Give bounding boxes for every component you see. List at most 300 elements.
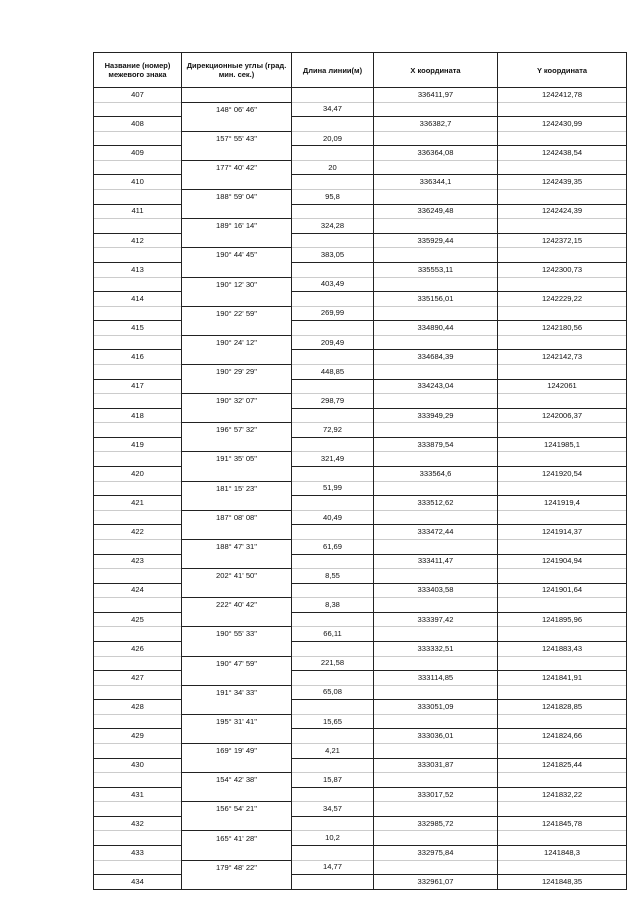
direction-angle: 222° 40' 42" xyxy=(182,598,292,613)
boundary-coordinates-document xyxy=(93,52,626,890)
direction-angle: 169° 19' 49" xyxy=(182,744,292,759)
empty-cell xyxy=(498,394,627,409)
line-length: 20,09 xyxy=(292,131,374,146)
direction-angle: 179° 48' 22" xyxy=(182,860,292,875)
empty-cell xyxy=(498,539,627,554)
line-length: 15,87 xyxy=(292,773,374,788)
x-coordinate: 333512,62 xyxy=(374,496,498,511)
empty-cell xyxy=(374,773,498,788)
point-row xyxy=(94,175,627,190)
point-name: 410 xyxy=(94,175,182,190)
segment-row xyxy=(94,510,627,525)
y-coordinate: 1241848,3 xyxy=(498,846,627,861)
empty-cell xyxy=(498,423,627,438)
segment-row xyxy=(94,744,627,759)
empty-cell xyxy=(292,641,374,656)
empty-cell xyxy=(498,714,627,729)
line-length: 321,49 xyxy=(292,452,374,467)
empty-cell xyxy=(182,175,292,190)
empty-cell xyxy=(498,160,627,175)
y-coordinate: 1242300,73 xyxy=(498,262,627,277)
line-length: 10,2 xyxy=(292,831,374,846)
empty-cell xyxy=(94,102,182,117)
point-name: 412 xyxy=(94,233,182,248)
point-row xyxy=(94,758,627,773)
point-name: 432 xyxy=(94,816,182,831)
empty-cell xyxy=(94,335,182,350)
segment-row xyxy=(94,656,627,671)
line-length: 95,8 xyxy=(292,190,374,205)
point-name: 424 xyxy=(94,583,182,598)
empty-cell xyxy=(182,875,292,890)
line-length: 324,28 xyxy=(292,219,374,234)
empty-cell xyxy=(94,306,182,321)
header-direction-angle: Дирекционные углы (град. мин. сек.) xyxy=(182,53,292,88)
empty-cell xyxy=(374,394,498,409)
empty-cell xyxy=(94,394,182,409)
header-point-name: Название (номер) межевого знака xyxy=(94,53,182,88)
segment-row xyxy=(94,598,627,613)
empty-cell xyxy=(94,598,182,613)
empty-cell xyxy=(94,219,182,234)
y-coordinate: 1241904,94 xyxy=(498,554,627,569)
segment-row xyxy=(94,452,627,467)
x-coordinate: 332985,72 xyxy=(374,816,498,831)
point-name: 429 xyxy=(94,729,182,744)
empty-cell xyxy=(182,204,292,219)
empty-cell xyxy=(182,758,292,773)
x-coordinate: 336411,97 xyxy=(374,88,498,103)
line-length: 51,99 xyxy=(292,481,374,496)
empty-cell xyxy=(374,364,498,379)
empty-cell xyxy=(374,831,498,846)
empty-cell xyxy=(374,102,498,117)
empty-cell xyxy=(292,88,374,103)
x-coordinate: 336344,1 xyxy=(374,175,498,190)
empty-cell xyxy=(498,131,627,146)
empty-cell xyxy=(374,335,498,350)
x-coordinate: 333051,09 xyxy=(374,700,498,715)
empty-cell xyxy=(374,569,498,584)
y-coordinate: 1242439,35 xyxy=(498,175,627,190)
empty-cell xyxy=(94,364,182,379)
y-coordinate: 1241832,22 xyxy=(498,787,627,802)
empty-cell xyxy=(182,641,292,656)
empty-cell xyxy=(292,321,374,336)
direction-angle: 187° 08' 08" xyxy=(182,510,292,525)
direction-angle: 156° 54' 21" xyxy=(182,802,292,817)
point-name: 419 xyxy=(94,437,182,452)
point-name: 414 xyxy=(94,292,182,307)
point-row xyxy=(94,700,627,715)
empty-cell xyxy=(374,598,498,613)
line-length: 40,49 xyxy=(292,510,374,525)
line-length: 209,49 xyxy=(292,335,374,350)
empty-cell xyxy=(292,496,374,511)
empty-cell xyxy=(182,350,292,365)
point-name: 418 xyxy=(94,408,182,423)
empty-cell xyxy=(182,554,292,569)
point-row xyxy=(94,321,627,336)
empty-cell xyxy=(292,758,374,773)
empty-cell xyxy=(94,802,182,817)
empty-cell xyxy=(182,729,292,744)
y-coordinate: 1242142,73 xyxy=(498,350,627,365)
line-length: 66,11 xyxy=(292,627,374,642)
direction-angle: 188° 47' 31" xyxy=(182,539,292,554)
segment-row xyxy=(94,248,627,263)
segment-row xyxy=(94,160,627,175)
x-coordinate: 334890,44 xyxy=(374,321,498,336)
segment-row xyxy=(94,627,627,642)
point-name: 420 xyxy=(94,467,182,482)
y-coordinate: 1242412,78 xyxy=(498,88,627,103)
empty-cell xyxy=(94,248,182,263)
point-name: 408 xyxy=(94,117,182,132)
empty-cell xyxy=(498,277,627,292)
empty-cell xyxy=(182,233,292,248)
y-coordinate: 1241914,37 xyxy=(498,525,627,540)
point-name: 409 xyxy=(94,146,182,161)
empty-cell xyxy=(498,364,627,379)
boundary-coordinates-table xyxy=(93,52,627,890)
segment-row xyxy=(94,364,627,379)
x-coordinate: 333949,29 xyxy=(374,408,498,423)
point-name: 434 xyxy=(94,875,182,890)
direction-angle: 191° 35' 05" xyxy=(182,452,292,467)
y-coordinate: 1242061 xyxy=(498,379,627,394)
y-coordinate: 1242006,37 xyxy=(498,408,627,423)
segment-row xyxy=(94,481,627,496)
empty-cell xyxy=(94,714,182,729)
empty-cell xyxy=(182,146,292,161)
point-name: 407 xyxy=(94,88,182,103)
empty-cell xyxy=(182,88,292,103)
segment-row xyxy=(94,219,627,234)
empty-cell xyxy=(498,860,627,875)
empty-cell xyxy=(182,525,292,540)
point-name: 422 xyxy=(94,525,182,540)
empty-cell xyxy=(498,627,627,642)
empty-cell xyxy=(374,539,498,554)
empty-cell xyxy=(94,744,182,759)
y-coordinate: 1241824,66 xyxy=(498,729,627,744)
x-coordinate: 333411,47 xyxy=(374,554,498,569)
empty-cell xyxy=(292,437,374,452)
empty-cell xyxy=(182,787,292,802)
point-row xyxy=(94,117,627,132)
point-row xyxy=(94,612,627,627)
empty-cell xyxy=(292,875,374,890)
empty-cell xyxy=(94,539,182,554)
direction-angle: 190° 22' 59" xyxy=(182,306,292,321)
empty-cell xyxy=(498,598,627,613)
empty-cell xyxy=(292,204,374,219)
empty-cell xyxy=(292,612,374,627)
y-coordinate: 1242438,54 xyxy=(498,146,627,161)
y-coordinate: 1242180,56 xyxy=(498,321,627,336)
line-length: 383,05 xyxy=(292,248,374,263)
direction-angle: 190° 47' 59" xyxy=(182,656,292,671)
empty-cell xyxy=(182,379,292,394)
segment-row xyxy=(94,306,627,321)
x-coordinate: 336382,7 xyxy=(374,117,498,132)
direction-angle: 157° 55' 43" xyxy=(182,131,292,146)
direction-angle: 188° 59' 04" xyxy=(182,190,292,205)
segment-row xyxy=(94,277,627,292)
point-name: 415 xyxy=(94,321,182,336)
empty-cell xyxy=(292,583,374,598)
direction-angle: 181° 15' 23" xyxy=(182,481,292,496)
x-coordinate: 335553,11 xyxy=(374,262,498,277)
empty-cell xyxy=(182,321,292,336)
empty-cell xyxy=(94,860,182,875)
point-row xyxy=(94,496,627,511)
direction-angle: 190° 24' 12" xyxy=(182,335,292,350)
point-row xyxy=(94,146,627,161)
point-name: 421 xyxy=(94,496,182,511)
direction-angle: 189° 16' 14" xyxy=(182,219,292,234)
empty-cell xyxy=(292,525,374,540)
direction-angle: 190° 32' 07" xyxy=(182,394,292,409)
direction-angle: 154° 42' 38" xyxy=(182,773,292,788)
empty-cell xyxy=(292,408,374,423)
empty-cell xyxy=(498,656,627,671)
empty-cell xyxy=(94,160,182,175)
point-name: 430 xyxy=(94,758,182,773)
empty-cell xyxy=(94,831,182,846)
direction-angle: 191° 34' 33" xyxy=(182,685,292,700)
empty-cell xyxy=(292,467,374,482)
empty-cell xyxy=(292,175,374,190)
empty-cell xyxy=(374,306,498,321)
empty-cell xyxy=(498,335,627,350)
empty-cell xyxy=(94,656,182,671)
point-row xyxy=(94,204,627,219)
y-coordinate: 1241901,64 xyxy=(498,583,627,598)
segment-row xyxy=(94,335,627,350)
line-length: 8,55 xyxy=(292,569,374,584)
empty-cell xyxy=(182,671,292,686)
x-coordinate: 333036,01 xyxy=(374,729,498,744)
line-length: 14,77 xyxy=(292,860,374,875)
table-body xyxy=(94,88,627,890)
empty-cell xyxy=(374,744,498,759)
segment-row xyxy=(94,831,627,846)
empty-cell xyxy=(292,700,374,715)
point-name: 411 xyxy=(94,204,182,219)
direction-angle: 190° 12' 30" xyxy=(182,277,292,292)
empty-cell xyxy=(498,569,627,584)
empty-cell xyxy=(374,481,498,496)
point-name: 427 xyxy=(94,671,182,686)
empty-cell xyxy=(182,612,292,627)
empty-cell xyxy=(292,846,374,861)
header-line-length: Длина линии(м) xyxy=(292,53,374,88)
direction-angle: 165° 41' 28" xyxy=(182,831,292,846)
empty-cell xyxy=(498,306,627,321)
y-coordinate: 1241828,85 xyxy=(498,700,627,715)
x-coordinate: 333031,87 xyxy=(374,758,498,773)
point-row xyxy=(94,350,627,365)
line-length: 269,99 xyxy=(292,306,374,321)
point-name: 431 xyxy=(94,787,182,802)
empty-cell xyxy=(374,160,498,175)
y-coordinate: 1241985,1 xyxy=(498,437,627,452)
empty-cell xyxy=(182,846,292,861)
line-length: 65,08 xyxy=(292,685,374,700)
y-coordinate: 1241848,35 xyxy=(498,875,627,890)
empty-cell xyxy=(498,102,627,117)
empty-cell xyxy=(374,190,498,205)
empty-cell xyxy=(374,860,498,875)
y-coordinate: 1242430,99 xyxy=(498,117,627,132)
point-row xyxy=(94,467,627,482)
direction-angle: 190° 44' 45" xyxy=(182,248,292,263)
empty-cell xyxy=(292,379,374,394)
empty-cell xyxy=(94,190,182,205)
point-row xyxy=(94,437,627,452)
empty-cell xyxy=(498,744,627,759)
point-name: 417 xyxy=(94,379,182,394)
segment-row xyxy=(94,102,627,117)
empty-cell xyxy=(292,292,374,307)
segment-row xyxy=(94,423,627,438)
line-length: 61,69 xyxy=(292,539,374,554)
x-coordinate: 335156,01 xyxy=(374,292,498,307)
y-coordinate: 1241825,44 xyxy=(498,758,627,773)
point-name: 413 xyxy=(94,262,182,277)
empty-cell xyxy=(182,292,292,307)
empty-cell xyxy=(182,816,292,831)
empty-cell xyxy=(374,423,498,438)
line-length: 72,92 xyxy=(292,423,374,438)
segment-row xyxy=(94,569,627,584)
direction-angle: 148° 06' 46" xyxy=(182,102,292,117)
x-coordinate: 332975,84 xyxy=(374,846,498,861)
y-coordinate: 1242372,15 xyxy=(498,233,627,248)
empty-cell xyxy=(292,233,374,248)
point-name: 433 xyxy=(94,846,182,861)
segment-row xyxy=(94,860,627,875)
direction-angle: 202° 41' 50" xyxy=(182,569,292,584)
empty-cell xyxy=(292,787,374,802)
empty-cell xyxy=(292,117,374,132)
empty-cell xyxy=(182,496,292,511)
point-row xyxy=(94,88,627,103)
empty-cell xyxy=(498,481,627,496)
line-length: 298,79 xyxy=(292,394,374,409)
y-coordinate: 1241920,54 xyxy=(498,467,627,482)
point-row xyxy=(94,846,627,861)
empty-cell xyxy=(182,437,292,452)
segment-row xyxy=(94,685,627,700)
empty-cell xyxy=(94,627,182,642)
empty-cell xyxy=(374,452,498,467)
empty-cell xyxy=(498,452,627,467)
empty-cell xyxy=(292,554,374,569)
x-coordinate: 333879,54 xyxy=(374,437,498,452)
point-row xyxy=(94,292,627,307)
segment-row xyxy=(94,131,627,146)
point-row xyxy=(94,233,627,248)
point-name: 428 xyxy=(94,700,182,715)
x-coordinate: 336364,08 xyxy=(374,146,498,161)
line-length: 20 xyxy=(292,160,374,175)
point-row xyxy=(94,262,627,277)
empty-cell xyxy=(94,423,182,438)
empty-cell xyxy=(292,350,374,365)
line-length: 221,58 xyxy=(292,656,374,671)
x-coordinate: 333017,52 xyxy=(374,787,498,802)
line-length: 4,21 xyxy=(292,744,374,759)
x-coordinate: 333397,42 xyxy=(374,612,498,627)
direction-angle: 196° 57' 32" xyxy=(182,423,292,438)
point-row xyxy=(94,408,627,423)
x-coordinate: 334243,04 xyxy=(374,379,498,394)
point-row xyxy=(94,787,627,802)
y-coordinate: 1241895,96 xyxy=(498,612,627,627)
line-length: 34,57 xyxy=(292,802,374,817)
direction-angle: 190° 29' 29" xyxy=(182,364,292,379)
empty-cell xyxy=(374,802,498,817)
empty-cell xyxy=(182,117,292,132)
empty-cell xyxy=(374,510,498,525)
segment-row xyxy=(94,773,627,788)
empty-cell xyxy=(374,131,498,146)
empty-cell xyxy=(374,248,498,263)
empty-cell xyxy=(374,656,498,671)
line-length: 15,65 xyxy=(292,714,374,729)
empty-cell xyxy=(94,685,182,700)
line-length: 403,49 xyxy=(292,277,374,292)
empty-cell xyxy=(498,831,627,846)
segment-row xyxy=(94,539,627,554)
empty-cell xyxy=(498,248,627,263)
empty-cell xyxy=(498,802,627,817)
point-name: 416 xyxy=(94,350,182,365)
x-coordinate: 335929,44 xyxy=(374,233,498,248)
empty-cell xyxy=(374,219,498,234)
empty-cell xyxy=(182,467,292,482)
y-coordinate: 1241919,4 xyxy=(498,496,627,511)
empty-cell xyxy=(94,773,182,788)
empty-cell xyxy=(182,262,292,277)
empty-cell xyxy=(94,510,182,525)
point-row xyxy=(94,554,627,569)
x-coordinate: 334684,39 xyxy=(374,350,498,365)
point-name: 425 xyxy=(94,612,182,627)
x-coordinate: 333564,6 xyxy=(374,467,498,482)
point-row xyxy=(94,671,627,686)
x-coordinate: 332961,07 xyxy=(374,875,498,890)
empty-cell xyxy=(292,262,374,277)
empty-cell xyxy=(292,671,374,686)
segment-row xyxy=(94,714,627,729)
point-row xyxy=(94,729,627,744)
y-coordinate: 1241845,78 xyxy=(498,816,627,831)
direction-angle: 177° 40' 42" xyxy=(182,160,292,175)
segment-row xyxy=(94,190,627,205)
empty-cell xyxy=(374,685,498,700)
empty-cell xyxy=(182,583,292,598)
empty-cell xyxy=(94,452,182,467)
x-coordinate: 333114,85 xyxy=(374,671,498,686)
point-row xyxy=(94,875,627,890)
point-row xyxy=(94,379,627,394)
y-coordinate: 1242229,22 xyxy=(498,292,627,307)
direction-angle: 195° 31' 41" xyxy=(182,714,292,729)
